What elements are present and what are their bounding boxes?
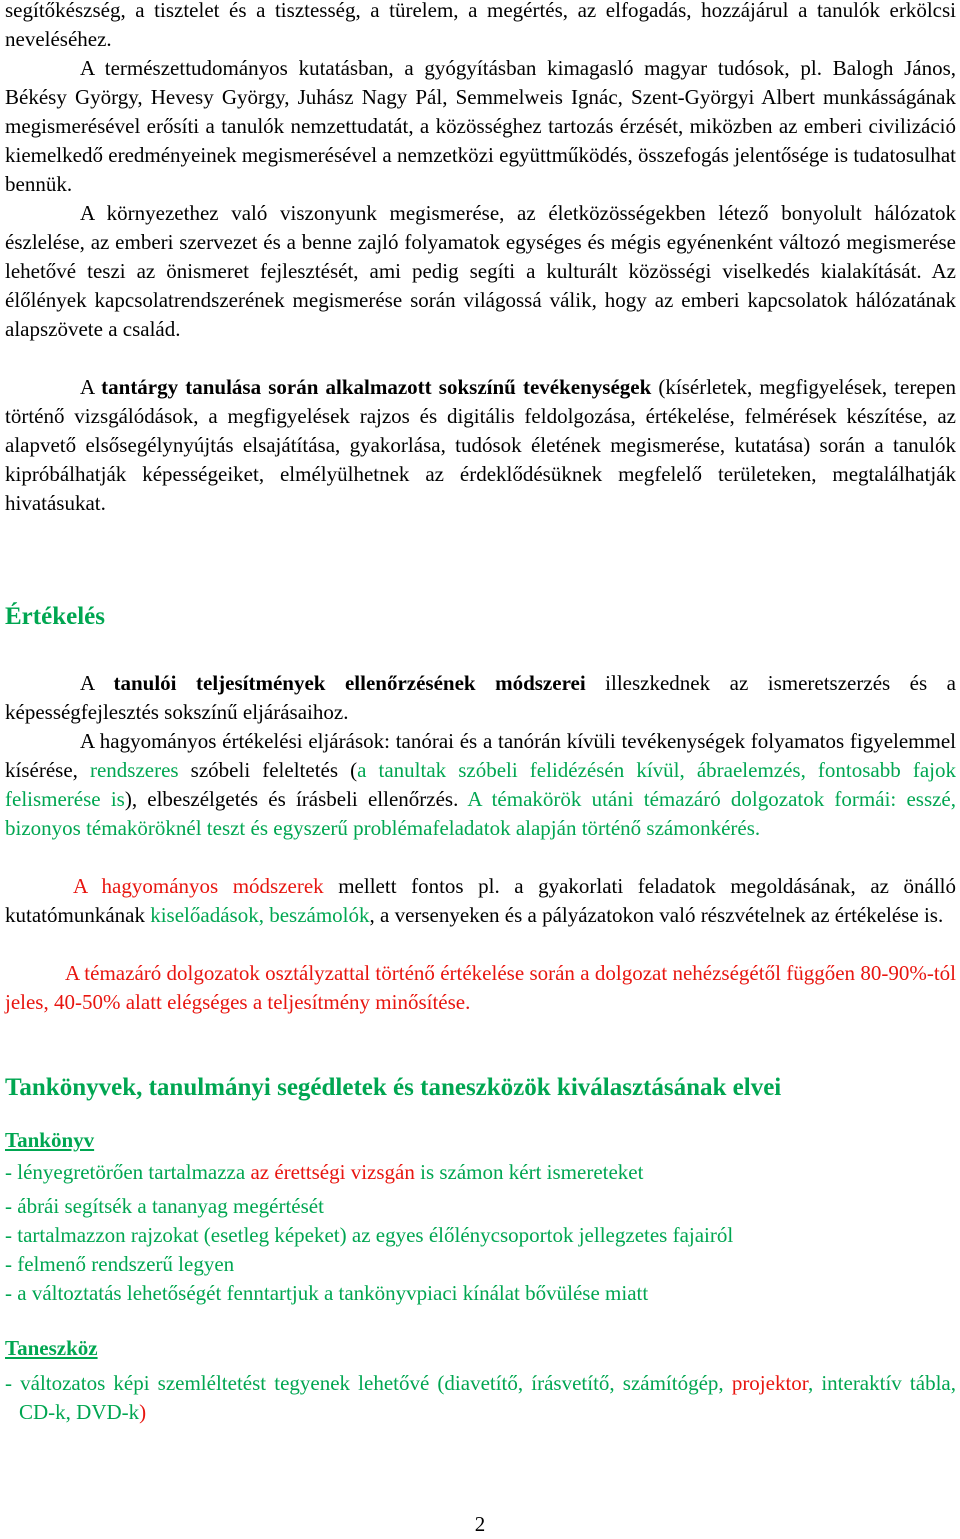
green-phrase: a tanultak szóbeli felidézésén kívül, ábraelemzés, fontosabb fajok felismerése is (5, 758, 956, 811)
text-run: mellett fontos pl. a gyakorlati feladatok megoldásának, az önálló kutatómunkának (5, 874, 956, 927)
paragraph-text: A témazáró dolgozatok osztályzattal történő értékelése során a dolgozat nehézségétől függően 80-90%-tól jeles, 40-50% alatt elégséges a teljesítmény minősítése. (5, 961, 956, 1014)
green-phrase: kiselőadások, beszámolók (150, 903, 370, 927)
list-item: - a változtatás lehetőségét fenntartjuk a tankönyvpiaci kínálat bővülése miatt (5, 1281, 649, 1305)
heading-tankonyvek: Tankönyvek, tanulmányi segédletek és taneszközök kiválasztásának elvei (5, 1074, 782, 1101)
text-run: , a versenyeken és a pályázatokon való részvételnek az értékelése is. (369, 903, 944, 927)
paragraph-methods (5, 669, 956, 727)
list-item: - felmenő rendszerű legyen (5, 1252, 235, 1276)
paragraph-practical (5, 872, 956, 930)
paragraph-activities (5, 373, 956, 518)
text-run: illeszkednek az ismeretszerzés és a képességfejlesztés sokszínű eljárásaihoz. (5, 671, 956, 724)
text-run: A (80, 671, 114, 695)
bold-phrase: tanulói teljesítmények ellenőrzésének módszerei (113, 671, 586, 695)
green-phrase: A témakörök utáni témazáró dolgozatok formái: esszé, bizonyos témaköröknél teszt és egyszerű problémafeladatok alapján történő számonkérés. (5, 787, 957, 840)
page-number: 2 (474, 1512, 486, 1536)
paragraph-text: segítőkészség, a tisztelet és a tisztesség, a türelem, a megértés, az elfogadás, hozzájárul a tanulók erkölcsi neveléséhez. (5, 0, 956, 51)
list-item: - ábrái segítsék a tananyag megértését (5, 1194, 324, 1218)
list-taneszkoz (5, 1369, 956, 1427)
paragraph-environment (5, 199, 956, 344)
paragraph-text: A környezethez való viszonyunk megismerése, az életközösségekben létező bonyolult hálózatok észlelése, az emberi szervezet és a benne zajló folyamatok egységes és mégis egyénenként változó megismerése lehetővé teszi az önismeret fejlesztését, ami pedig segíti a kulturált közösségi viselkedés kialakítását. Az élőlények kapcsolatrendszerének megismerése során világossá válik, hogy az emberi kapcsolatok hálózatának alapszövete a család. (5, 201, 956, 341)
list-item: - tartalmazzon rajzokat (esetleg képeket) az egyes élőlénycsoportok jellegzetes fajairól (5, 1223, 734, 1247)
text-run: is számon kért ismereteket (414, 1160, 644, 1184)
text-run: szóbeli feleltetés ( (178, 758, 358, 782)
text-run: - lényegretörően tartalmazza (5, 1160, 251, 1184)
paragraph-moral (5, 0, 956, 54)
bold-phrase: tantárgy tanulása során alkalmazott sokszínű tevékenységek (101, 375, 652, 399)
text-run: ), elbeszélgetés és írásbeli ellenőrzés. (124, 787, 468, 811)
paragraph-text: A természettudományos kutatásban, a gyógyításban kimagasló magyar tudósok, pl. Balogh János, Békésy György, Hevesy György, Juhász Nagy Pál, Semmelweis Ignác, Szent-Györgyi Albert munkásságának megismerésével erősíti a tanulók nemzettudatát, a közösséghez tartozás érzését, miközben az emberi civilizáció kiemelkedő eredményeinek megismerésével a nemzetközi együttműködés, összefogás jelentősége is tudatosulhat bennük. (5, 56, 956, 196)
heading-tankonyv: Tankönyv (5, 1128, 95, 1152)
text-run: , interaktív tábla, CD-k, DVD-k (19, 1371, 956, 1424)
green-phrase: rendszeres (89, 758, 179, 782)
text-run: (kísérletek, megfigyelések, terepen történő vizsgálódások, a megfigyelések rajzos és digitális feldolgozása, értékelése, felmérések készítése, az alapvető elsősegélynyújtás elsajátítása, gyakorlása, tudósok életének megismerése, kutatása) során a tanulók kipróbálhatják képességeiket, elmélyülhetnek az érdeklődésüknek megfelelő területeken, megtalálhatják hivatásukat. (5, 375, 956, 515)
heading-ertekeles: Értékelés (5, 603, 105, 630)
paragraph-grading (5, 959, 956, 1017)
red-phrase: az érettségi vizsgán (250, 1160, 415, 1184)
red-phrase: projektor (731, 1371, 808, 1395)
list-item (5, 1369, 956, 1427)
red-phrase: ) (139, 1400, 147, 1424)
paragraph-traditional (5, 727, 956, 843)
heading-taneszkoz: Taneszköz (5, 1336, 98, 1360)
text-run: - változatos képi szemléltetést tegyenek lehetővé (diavetítő, írásvetítő, számítógép, (5, 1371, 732, 1395)
red-phrase: A hagyományos módszerek (73, 874, 324, 898)
text-run: A (80, 375, 102, 399)
text-run: A hagyományos értékelési eljárások: tanórai és a tanórán kívüli tevékenységek folyamatos figyelemmel kísérése, (5, 729, 956, 782)
list-item (5, 1158, 956, 1187)
paragraph-scientists (5, 54, 956, 199)
list-tankonyv (5, 1158, 956, 1308)
